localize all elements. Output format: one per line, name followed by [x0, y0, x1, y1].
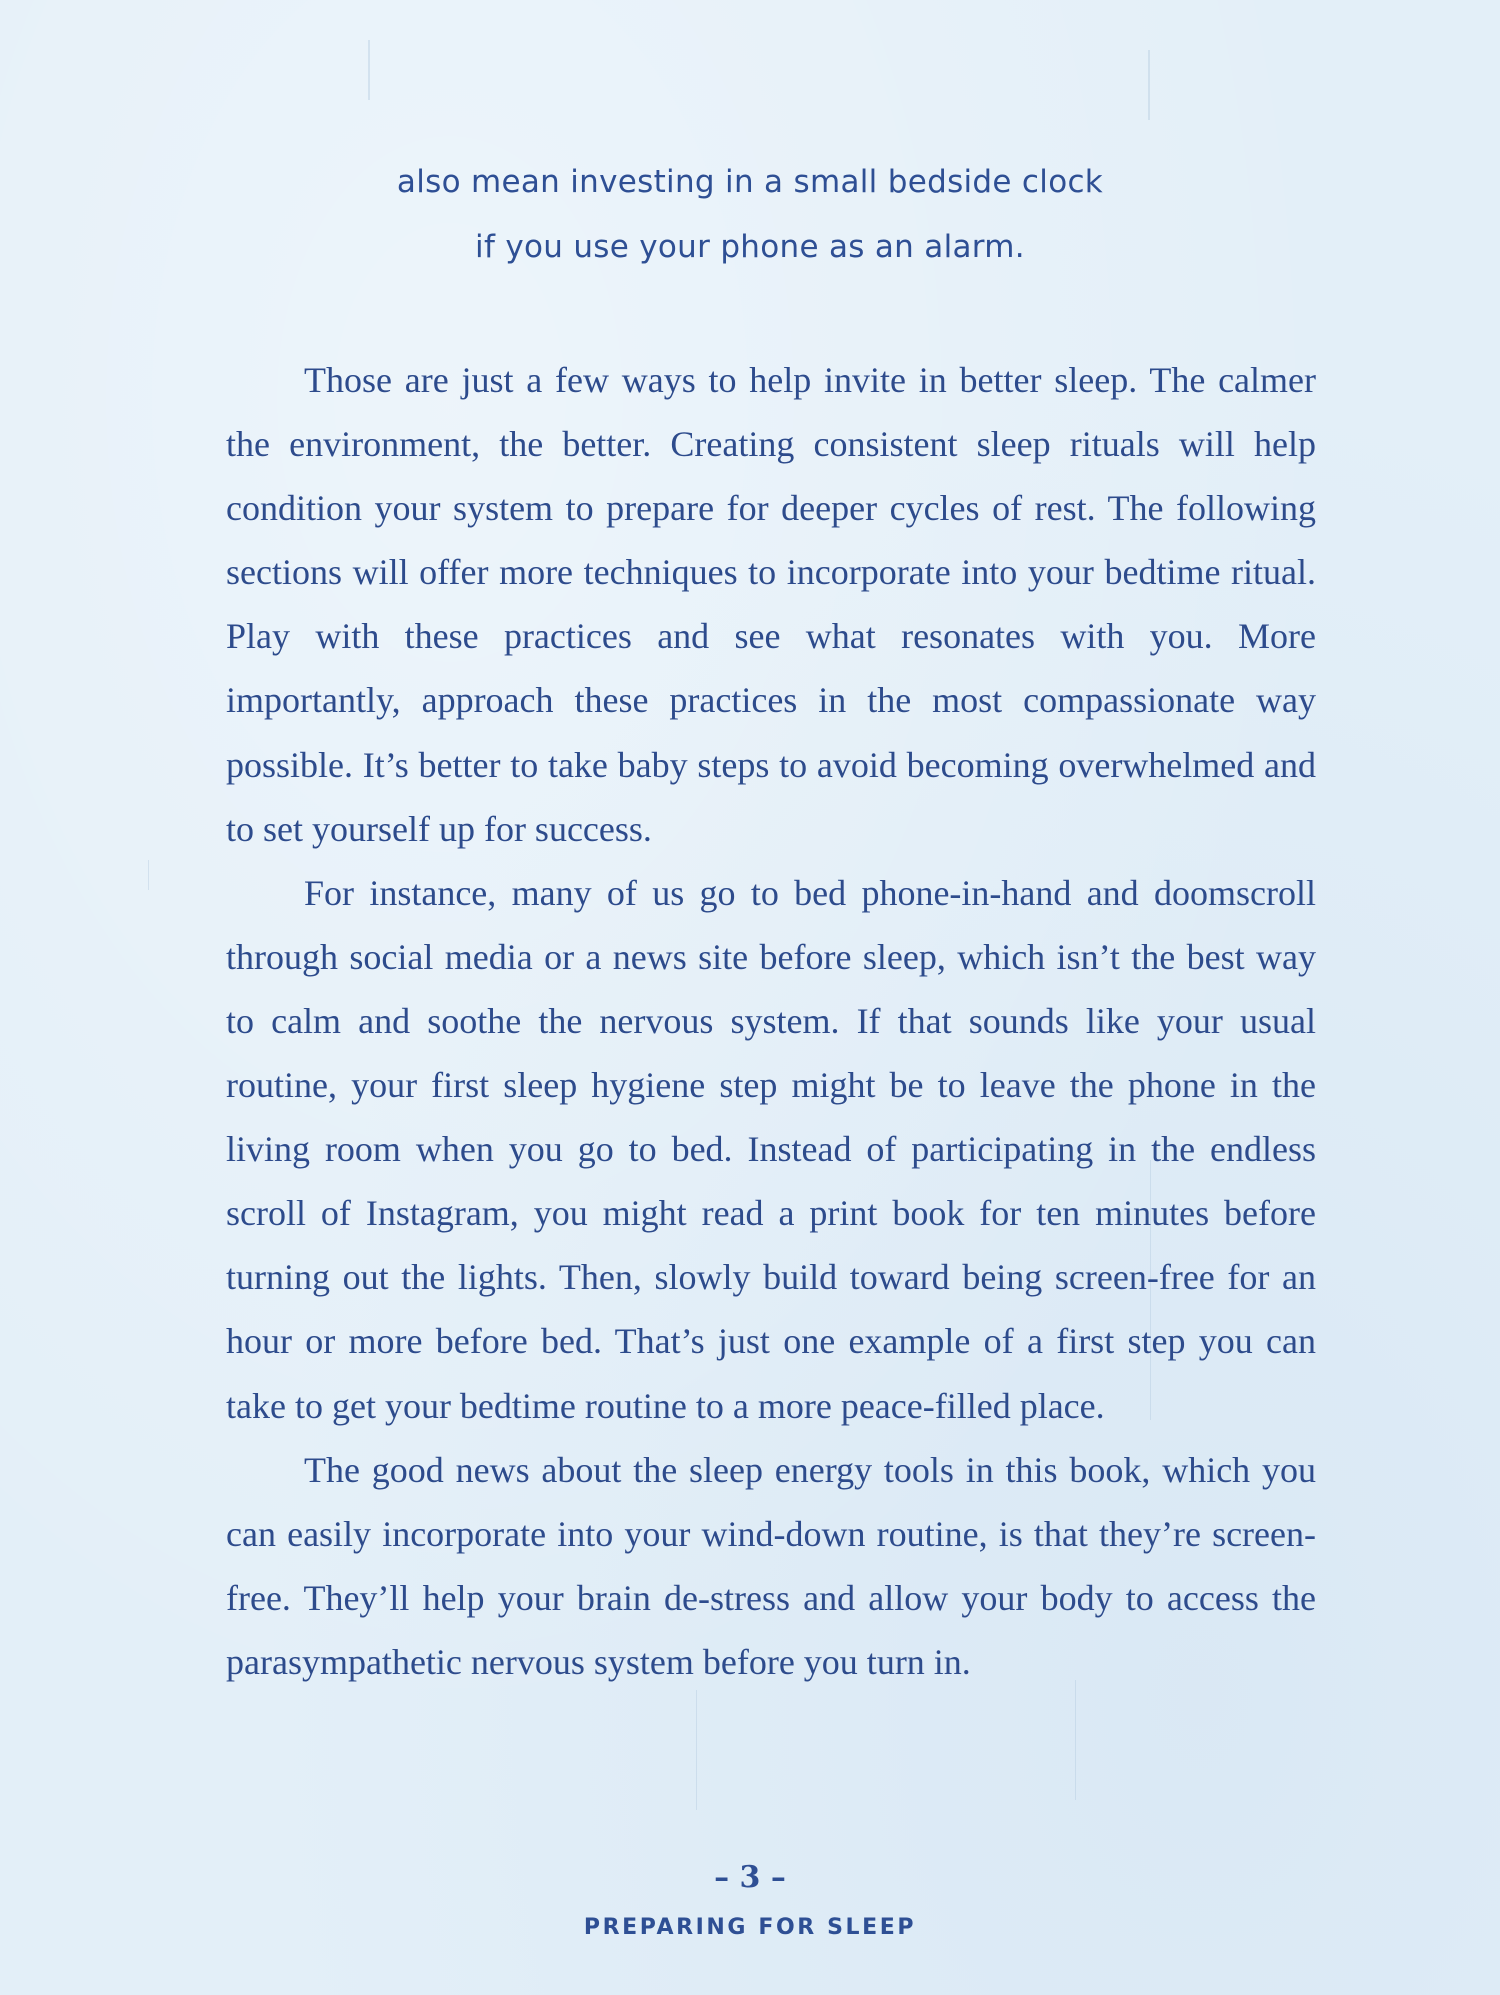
paper-scratch-mark — [368, 40, 370, 100]
pull-quote — [0, 150, 1500, 280]
pull-quote-line: also mean investing in a small bedside clock — [396, 164, 1104, 200]
paragraph: For instance, many of us go to bed phone-in-hand and doomscroll through social media or a news site before sleep, which isn’t the best way to calm and soothe the nervous system. If that sounds like your usual routine, your first sleep hygiene step might be to leave the phone in the living room when you go to bed. Instead of participating in the endless scroll of Instagram, you might read a print book for ten minutes before turning out the lights. Then, slowly build toward being screen-free for an hour or more before bed. That’s just one example of a first step you can take to get your bedtime routine to a more peace-filled place. — [226, 872, 1316, 1426]
body-text — [226, 348, 1316, 1694]
page-number: – 3 – — [714, 1860, 786, 1895]
paper-scratch-mark — [148, 860, 149, 890]
running-head: PREPARING FOR SLEEP — [583, 1915, 917, 1940]
paragraph: The good news about the sleep energy tools in this book, which you can easily incorporate into your wind-down routine, is that they’re screen-free. They’ll help your brain de-stress and allow your body to access the parasympathetic nervous system before you turn in. — [226, 1449, 1316, 1682]
paper-scratch-mark — [1075, 1680, 1076, 1800]
paper-scratch-mark — [1148, 50, 1150, 120]
paper-scratch-mark — [696, 1690, 697, 1810]
paragraph: Those are just a few ways to help invite in better sleep. The calmer the environment, the better. Creating consistent sleep rituals will help condition your system to prepare for deeper cycles of rest. The following sections will offer more techniques to incorporate into your bedtime ritual. Play with these practices and see what resonates with you. More importantly, approach these practices in the most compassionate way possible. It’s better to take baby steps to avoid becoming overwhelmed and to set yourself up for success. — [226, 360, 1316, 849]
pull-quote-line: if you use your phone as an alarm. — [475, 229, 1025, 265]
